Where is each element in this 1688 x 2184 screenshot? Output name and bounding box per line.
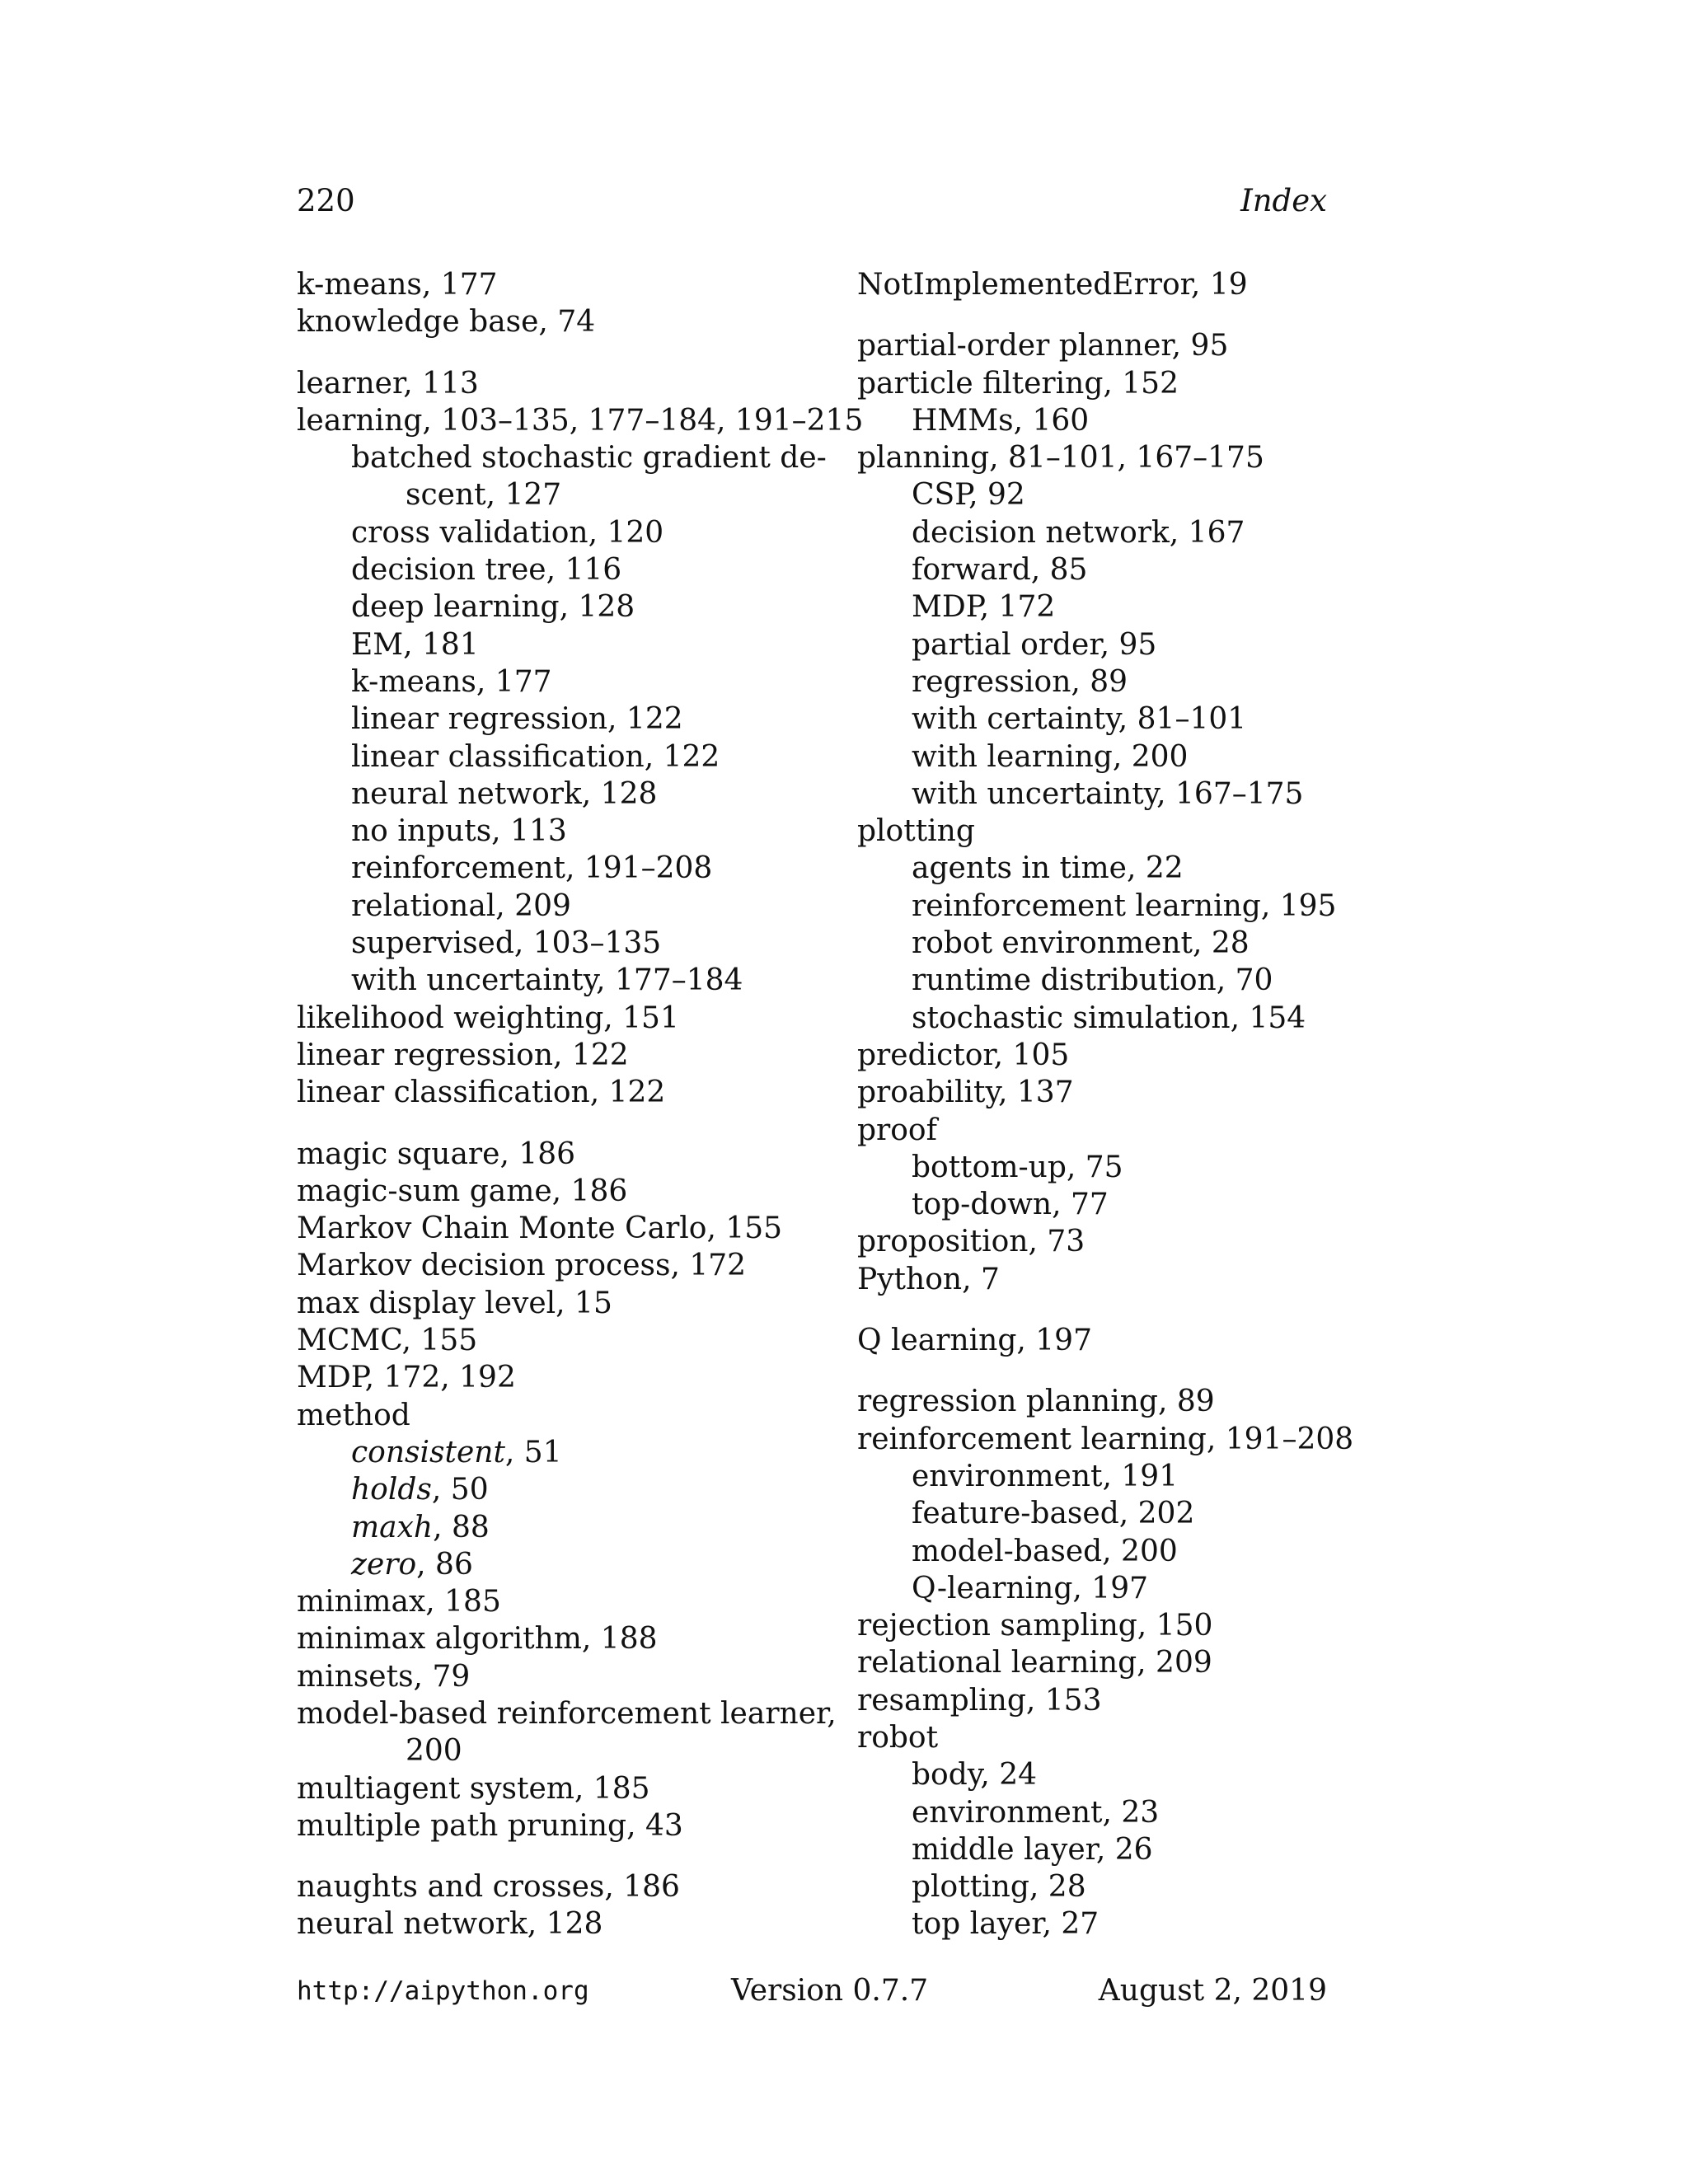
index-entry: naughts and crosses, 186	[297, 1870, 680, 1905]
index-subentry: cross validation, 120	[351, 515, 664, 550]
index-subentry: decision tree, 116	[351, 553, 622, 588]
page-number: 220	[297, 183, 355, 218]
index-entry: proof	[857, 1113, 937, 1147]
index-entry: plotting	[857, 814, 975, 849]
index-subentry: MDP, 172	[912, 590, 1056, 625]
index-subentry: partial order, 95	[912, 627, 1157, 662]
index-entry: relational learning, 209	[857, 1646, 1212, 1680]
index-entry: neural network, 128	[297, 1907, 603, 1942]
index-entry: resampling, 153	[857, 1683, 1102, 1718]
index-subentry	[297, 1471, 808, 1508]
index-subentry: with learning, 200	[912, 739, 1189, 774]
index-subentry: CSP, 92	[912, 478, 1025, 513]
index-entry: MDP, 172, 192	[297, 1361, 516, 1395]
footer-date: August 2, 2019	[1098, 1974, 1327, 2008]
index-subentry: with uncertainty, 177–184	[351, 963, 743, 998]
index-entry: knowledge base, 74	[297, 305, 596, 340]
index-subentry: linear regression, 122	[351, 702, 683, 737]
index-subentry: scent, 127	[406, 478, 562, 513]
index-subentry: k-means, 177	[351, 664, 552, 699]
index-entry: method	[297, 1398, 410, 1432]
index-subentry: stochastic simulation, 154	[912, 1001, 1306, 1035]
index-subentry: neural network, 128	[351, 776, 658, 811]
index-subentry: agents in time, 22	[912, 851, 1184, 886]
index-subentry: linear classification, 122	[351, 739, 720, 774]
index-entry: learning, 103–135, 177–184, 191–215	[297, 403, 864, 438]
index-subentry: supervised, 103–135	[351, 926, 662, 961]
index-pages: , 51	[504, 1435, 562, 1469]
index-subentry: HMMs, 160	[912, 403, 1090, 438]
index-entry: regression planning, 89	[857, 1385, 1215, 1419]
index-entry: max display level, 15	[297, 1286, 612, 1320]
index-entry: planning, 81–101, 167–175	[857, 441, 1264, 476]
index-subentry: regression, 89	[912, 664, 1128, 699]
index-entry: NotImplementedError, 19	[857, 268, 1248, 302]
index-term-italic: consistent	[351, 1435, 505, 1469]
index-entry: Q learning, 197	[857, 1324, 1092, 1358]
index-entry: magic square, 186	[297, 1137, 576, 1171]
index-subentry: bottom-up, 75	[912, 1150, 1123, 1184]
index-entry: Markov Chain Monte Carlo, 155	[297, 1212, 783, 1246]
index-subentry: EM, 181	[351, 627, 479, 662]
index-entry: Markov decision process, 172	[297, 1249, 747, 1283]
index-subentry: environment, 23	[912, 1795, 1160, 1830]
index-subentry: no inputs, 113	[351, 814, 567, 849]
index-pages: , 88	[433, 1510, 490, 1544]
index-entry: proability, 137	[857, 1076, 1074, 1110]
index-entry: minimax, 185	[297, 1585, 501, 1619]
index-subentry: reinforcement, 191–208	[351, 851, 713, 886]
index-subentry	[297, 1546, 808, 1583]
index-subentry: with certainty, 81–101	[912, 702, 1247, 737]
index-entry: linear classification, 122	[297, 1076, 666, 1110]
index-subentry: feature-based, 202	[912, 1497, 1195, 1531]
index-subentry: batched stochastic gradient de-	[351, 441, 827, 476]
index-subentry: Q-learning, 197	[912, 1571, 1149, 1605]
footer-version: Version 0.7.7	[731, 1974, 929, 2008]
index-entry: learner, 113	[297, 366, 479, 401]
index-entry: predictor, 105	[857, 1038, 1070, 1072]
index-entry: likelihood weighting, 151	[297, 1001, 679, 1035]
index-column-left	[297, 266, 864, 1943]
index-entry: magic-sum game, 186	[297, 1174, 628, 1208]
index-subentry: 200	[406, 1734, 462, 1769]
index-pages: , 86	[416, 1547, 473, 1582]
index-entry: minsets, 79	[297, 1659, 471, 1694]
index-subentry: relational, 209	[351, 888, 571, 923]
index-subentry: robot environment, 28	[912, 926, 1250, 961]
index-subentry: plotting, 28	[912, 1870, 1086, 1905]
index-column-right	[857, 266, 1385, 1943]
index-entry: Python, 7	[857, 1262, 1000, 1296]
running-head-title: Index	[1240, 183, 1327, 218]
index-entry: MCMC, 155	[297, 1324, 478, 1358]
index-subentry: runtime distribution, 70	[912, 963, 1273, 998]
index-entry: proposition, 73	[857, 1225, 1085, 1259]
footer-url: http://aipython.org	[297, 1976, 589, 2006]
index-subentry: reinforcement learning, 195	[912, 888, 1337, 923]
index-term-italic: holds	[351, 1473, 432, 1507]
index-subentry	[297, 1434, 808, 1471]
index-subentry: body, 24	[912, 1758, 1038, 1793]
index-entry: rejection sampling, 150	[857, 1609, 1213, 1643]
index-entry: multiple path pruning, 43	[297, 1808, 683, 1843]
index-entry: k-means, 177	[297, 268, 498, 302]
index-entry: minimax algorithm, 188	[297, 1622, 658, 1657]
index-subentry: with uncertainty, 167–175	[912, 776, 1304, 811]
index-subentry: environment, 191	[912, 1459, 1179, 1493]
index-subentry: model-based, 200	[912, 1534, 1178, 1568]
index-subentry: middle layer, 26	[912, 1832, 1153, 1867]
index-entry: reinforcement learning, 191–208	[857, 1422, 1354, 1456]
index-subentry: forward, 85	[912, 553, 1088, 588]
index-entry: particle filtering, 152	[857, 366, 1179, 401]
index-subentry	[297, 1509, 808, 1546]
index-pages: , 50	[431, 1473, 489, 1507]
index-entry: multiagent system, 185	[297, 1771, 650, 1806]
index-subentry: deep learning, 128	[351, 590, 635, 625]
index-subentry: top layer, 27	[912, 1907, 1100, 1942]
index-subentry: top-down, 77	[912, 1188, 1109, 1222]
index-entry: linear regression, 122	[297, 1038, 629, 1072]
index-term-italic: maxh	[351, 1510, 434, 1544]
index-entry: model-based reinforcement learner,	[297, 1696, 837, 1731]
index-term-italic: zero	[351, 1547, 417, 1582]
index-subentry: decision network, 167	[912, 515, 1245, 550]
index-entry: robot	[857, 1720, 939, 1755]
index-entry: partial-order planner, 95	[857, 329, 1229, 363]
